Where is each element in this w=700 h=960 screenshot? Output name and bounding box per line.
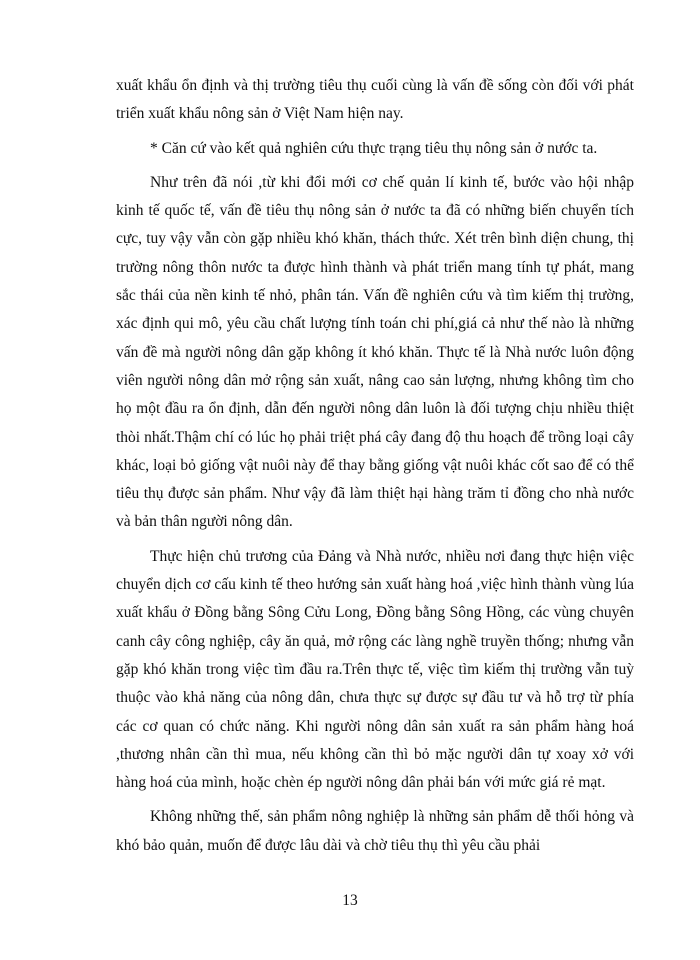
- paragraph-market-situation: Như trên đã nói ,từ khi đổi mới cơ chế quản lí kinh tế, bước vào hội nhập kinh tế quốc tế, vấn đề tiêu thụ nông sản ở nước ta đã có những biến chuyển tích cực, tuy vậy vẫn còn gặp nhiều khó khăn, thách thức. Xét trên bình diện chung, thị trường nông thôn nước ta được hình thành và phát triển mang tính tự phát, mang sắc thái của nền kinh tế nhỏ, phân tán. Vấn đề nghiên cứu và tìm kiếm thị trường, xác định qui mô, yêu cầu chất lượng tính toán chi phí,giá cả như thế nào là những vấn đề mà người nông dân gặp không ít khó khăn. Thực tế là Nhà nước luôn động viên người nông dân mở rộng sản xuất, nâng cao sản lượng, nhưng không tìm cho họ một đầu ra ổn định, dẫn đến người nông dân luôn là đối tượng chịu nhiều thiệt thòi nhất.Thậm chí có lúc họ phải triệt phá cây đang độ thu hoạch để trồng loại cây khác, loại bỏ giống vật nuôi này để thay bằng giống vật nuôi khác cốt sao để có thể tiêu thụ được sản phẩm. Như vậy đã làm thiệt hại hàng trăm tỉ đồng cho nhà nước và bản thân người nông dân.: [116, 173, 634, 531]
- paragraph-policy-implementation: Thực hiện chủ trương của Đảng và Nhà nước, nhiều nơi đang thực hiện việc chuyển dịch cơ cấu kinh tế theo hướng sản xuất hàng hoá ,việc hình thành vùng lúa xuất khẩu ở Đồng bằng Sông Cửu Long, Đồng bằng Sông Hồng, các vùng chuyên canh cây công nghiệp, cây ăn quả, mở rộng các làng nghề truyền thống; nhưng vẫn gặp khó khăn trong việc tìm đầu ra.Trên thực tế, việc tìm kiếm thị trường vẫn tuỳ thuộc vào khả năng của nông dân, chưa thực sự được sự đầu tư và hỗ trợ từ phía các cơ quan có chức năng. Khi người nông dân sản xuất ra sản phẩm hàng hoá ,thương nhân cần thì mua, nếu không cần thì bỏ mặc người dân tự xoay xở với hàng hoá của mình, hoặc chèn ép người nông dân phải bán với mức giá rẻ mạt.: [116, 547, 634, 792]
- paragraph-continued-export: xuất khẩu ổn định và thị trường tiêu thụ cuối cùng là vấn đề sống còn đối với phát triển xuất khẩu nông sản ở Việt Nam hiện nay.: [116, 77, 634, 123]
- paragraph-basis-heading: * Căn cứ vào kết quả nghiên cứu thực trạng tiêu thụ nông sản ở nước ta.: [150, 139, 598, 157]
- paragraph-perishable-products: Không những thế, sản phẩm nông nghiệp là những sản phẩm dễ thối hỏng và khó bảo quản, muốn để được lâu dài và chờ tiêu thụ thì yêu cầu phải: [116, 808, 634, 854]
- document-page: [116, 72, 634, 860]
- page-number: 13: [342, 892, 358, 909]
